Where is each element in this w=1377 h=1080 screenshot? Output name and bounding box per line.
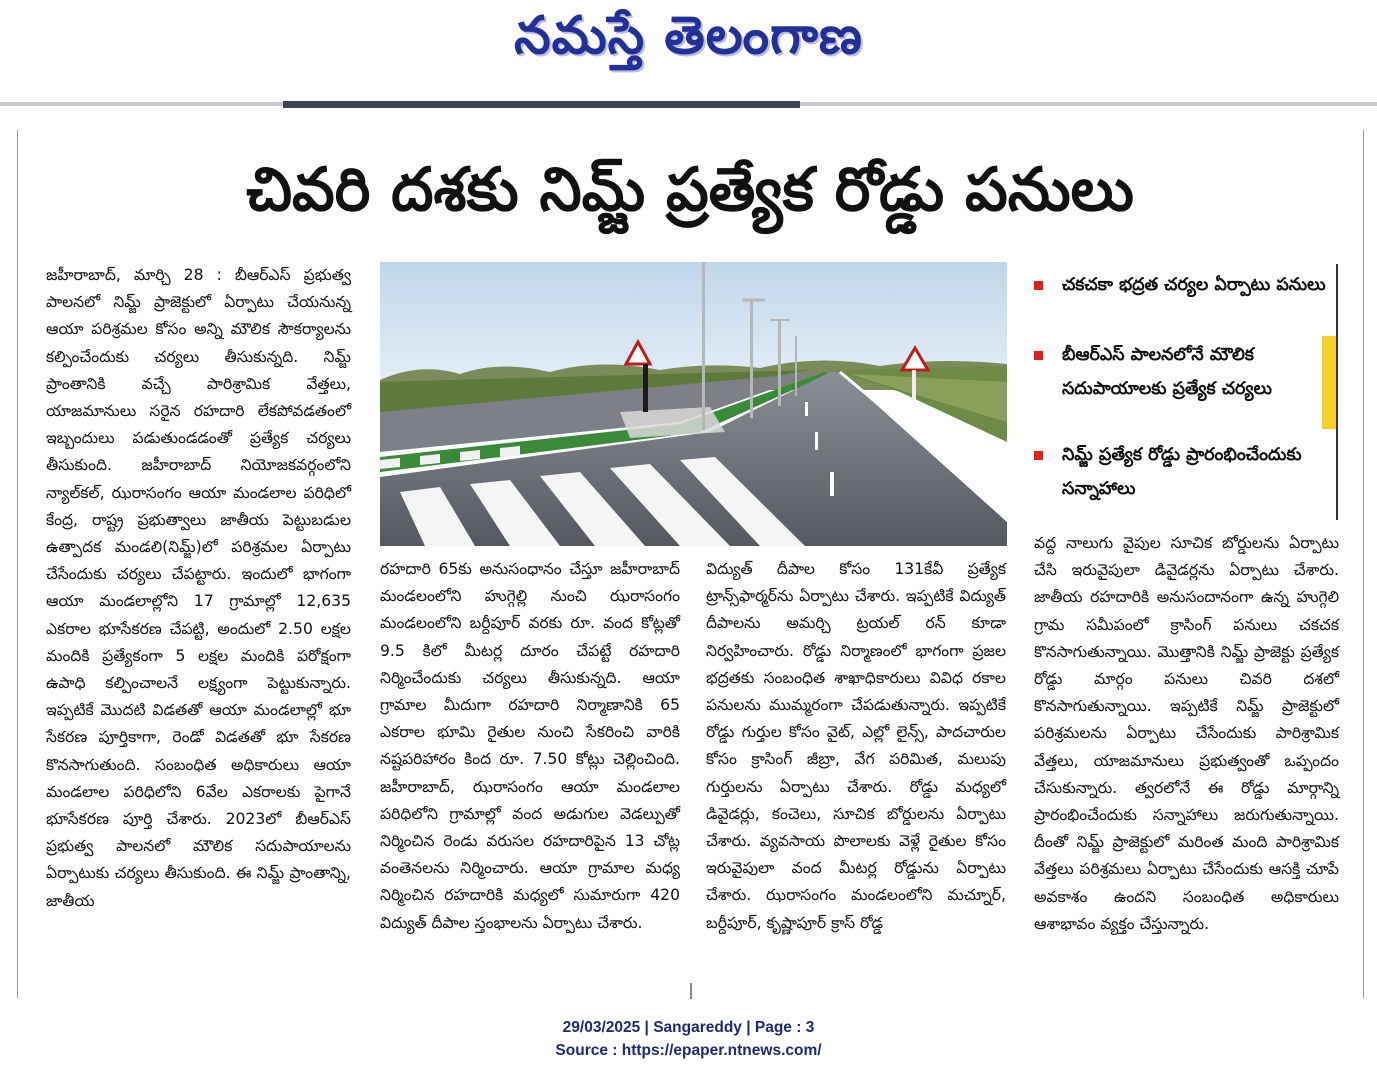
highlight-text: బీఆర్ఎస్ పాలనలోనే మౌలిక సదుపాయాలకు ప్రత్యేక చర్యలు xyxy=(1062,345,1272,399)
red-square-icon xyxy=(1034,451,1043,460)
masthead-rule-accent xyxy=(283,101,800,108)
paragraph: వద్ద నాలుగు వైపుల సూచిక బోర్డులను ఏర్పాటు చేసి ఇరువైపులా డివైడర్లను ఏర్పాటు చేశారు. జాతీయ రహదారికి అనుసందానంగా ఉన్న హుగ్గెలి గ్రామ సమీపంలో క్రాసింగ్ పనులు చకచక కొనసాగుతున్నాయి. మొత్తానికి నిమ్జ్ ప్రాజెక్టు ప్రత్యేక రోడ్డు మార్గం పనులు చివరి దశలో కొనసాగుతున్నాయి. ఇప్పటికే నిమ్జ్ ప్రాజెక్టులో పరిశ్రమలను ఏర్పాటు చేసేందుకు పారిశ్రామిక వేత్తలు, యాజమానులు ప్రభుత్వంతో ఒప్పందం చేసుకున్నారు. త్వరలోనే ఈ రోడ్డు మార్గాన్ని ప్రారంభించేందుకు సన్నాహాలు జరుగుతున్నాయి. దీంతో నిమ్జ్ ప్రాజెక్టులో మరింత మంది పారిశ్రామిక వేత్తలు పరిశ్రమలు ఏర్పాటు చేసేందుకు ఆసక్తి చూపే అవకాశం ఉందని సంబంధిత అధికారులు ఆశాభావం వ్యక్తం చేస్తున్నారు. xyxy=(1034,534,1339,933)
page-footer xyxy=(0,1016,1377,1062)
highlights-box xyxy=(1020,264,1338,520)
newspaper-logo: నమస్తే తెలంగాణ xyxy=(514,6,863,66)
highlight-text: నిమ్జ్ ప్రత్యేక రోడ్డు ప్రారంభించేందుకు సన్నాహాలు xyxy=(1062,445,1302,499)
source-link[interactable]: Source : https://epaper.ntnews.com/ xyxy=(555,1042,822,1059)
paragraph: రహదారి 65కు అనుసంధానం చేస్తూ జహీరాబాద్ మండలంలోని హుగ్గెల్లి నుంచి ఝరాసంగం మండలంలోని బర్దీపూర్ వరకు రూ. వంద కోట్లతో 9.5 కిలో మీటర్ల దూరం చేపట్టే రహదారి నిర్మించేందుకు చర్యలు తీసుకున్నది. ఆయా గ్రామాల మీదుగా రహదారి నిర్మాణానికి 65 ఎకరాల భూమి రైతుల నుంచి సేకరించి వారికి నష్టపరిహారం కింద రూ. 7.50 కోట్లు చెల్లించింది. జహీరాబాద్, ఝరాసంగం ఆయా మండలాల పరిధిలోని గ్రామాల్లో వంద అడుగుల వెడల్పుతో నిర్మించిన రెండు వరుసల రహదారిపైన 13 చోట్ల వంతెనలను నిర్మించారు. ఆయా గ్రామాల మధ్య నిర్మించిన రహదారికి మధ్యలో సుమారుగా 420 విద్యుత్ దీపాల స్తంభాలను ఏర్పాటు చేశారు. xyxy=(380,560,680,932)
road-image-illustration xyxy=(380,262,1007,546)
highlight-text: చకచకా భద్రత చర్యల ఏర్పాటు పనులు xyxy=(1062,275,1326,295)
masthead xyxy=(0,0,1377,96)
article-column-4 xyxy=(1034,530,1339,938)
red-square-icon xyxy=(1034,351,1043,360)
road-photo xyxy=(380,262,1007,546)
edition-info: 29/03/2025 | Sangareddy | Page : 3 xyxy=(562,1019,815,1036)
accent-bar xyxy=(1322,336,1336,429)
article-column-2 xyxy=(380,556,680,937)
paragraph: జహీరాబాద్, మార్చి 28 : బీఆర్ఎస్ ప్రభుత్వ పాలనలో నిమ్జ్ ప్రాజెక్టులో ఏర్పాటు చేయనున్న ఆయా పరిశ్రమల కోసం అన్ని మౌలిక సౌకర్యాలను కల్పించేందుకు చర్యలు తీసుకున్నది. నిమ్జ్ ప్రాంతానికి వచ్చే పారిశ్రామిక వేత్తలు, యాజమానులు సరైన రహదారి లేకపోవడతంలో ఇబ్బందులు పడుతుండడంతో ప్రత్యేక చర్యలు తీసుకుంది. జహీరాబాద్ నియోజకవర్గంలోని న్యాల్‌కల్, ఝరాసంగం ఆయా మండలాల పరిధిలో కేంద్ర, రాష్ట్ర ప్రభుత్వాలు జాతీయ పెట్టుబడుల ఉత్పాదక మండలి(నిమ్జ్)లో పరిశ్రమల ఏర్పాటు చేసేందుకు చర్యలు చేపట్టారు. ఇందులో భాగంగా ఆయా మండలాల్లోని 17 గ్రామాల్లో 12,635 ఎకరాల భూసేకరణ చేపట్టి, అందులో 2.50 లక్షల మందికి ప్రత్యేకంగా 5 లక్షల మందికి పరోక్షంగా ఉపాధి కల్పించాలనే లక్ష్యంగా పెట్టుకున్నారు. ఇప్పటికే మొదటి విడతతో ఆయా మండలాల్లో భూ సేకరణ పూర్తికాగా, రెండో విడతతో భూ సేకరణ కొనసాగుతుంది. సంబంధిత అధికారులు ఆయా మండలాల పరిధిలోని 6వేల ఎకరాలకు పైగానే భూసేకరణ పూర్తి చేశారు. 2023లో బీఆర్ఎస్ ప్రభుత్వ పాలనలో మౌలిక సదుపాయాలను ఏర్పాటుకు చర్యలు తీసుకుంది. ఈ నిమ్జ్ ప్రాంతాన్ని, జాతీయ xyxy=(46,266,351,910)
article-headline: చివరి దశకు నిమ్జ్ ప్రత్యేక రోడ్డు పనులు xyxy=(246,155,1134,225)
article-column-1 xyxy=(46,262,351,915)
red-square-icon xyxy=(1034,281,1043,290)
article-column-3 xyxy=(706,556,1006,937)
paragraph: విద్యుత్ దీపాల కోసం 131కేవీ ప్రత్యేక ట్రాన్స్‌ఫార్మర్‌ను ఏర్పాటు చేశారు. ఇప్పటికే విద్యుత్ దీపాలను అమర్చి ట్రయల్ రన్ కూడా నిర్వహించారు. రోడ్డు నిర్మాణంలో భాగంగా ప్రజల భద్రతకు సంబంధిత శాఖాధికారులు వివిధ రకాల పనులను ముమ్మరంగా చేపడుతున్నారు. ఇప్పటికే రోడ్డు గుర్తుల కోసం వైట్, ఎల్లో లైన్స్, పాదచారుల కోసం క్రాసింగ్ జీబ్రా, వేగ పరిమిత, మలుపు గుర్తులను ఏర్పాటు చేశారు. రోడ్డు మధ్యలో డివైడర్లు, కంచెలు, సూచిక బోర్డులను ఏర్పాటు చేశారు. వ్యవసాయ పొలాలకు వెళ్లే రైతుల కోసం ఇరువైపులా వంద మీటర్ల రోడ్డును ఏర్పాటు చేశారు. ఝరాసంగం మండలంలోని మచ్నూర్, బర్దీపూర్, కృష్ణాపూర్ క్రాస్ రోడ్డ xyxy=(706,560,1006,932)
column-divider xyxy=(690,983,692,999)
